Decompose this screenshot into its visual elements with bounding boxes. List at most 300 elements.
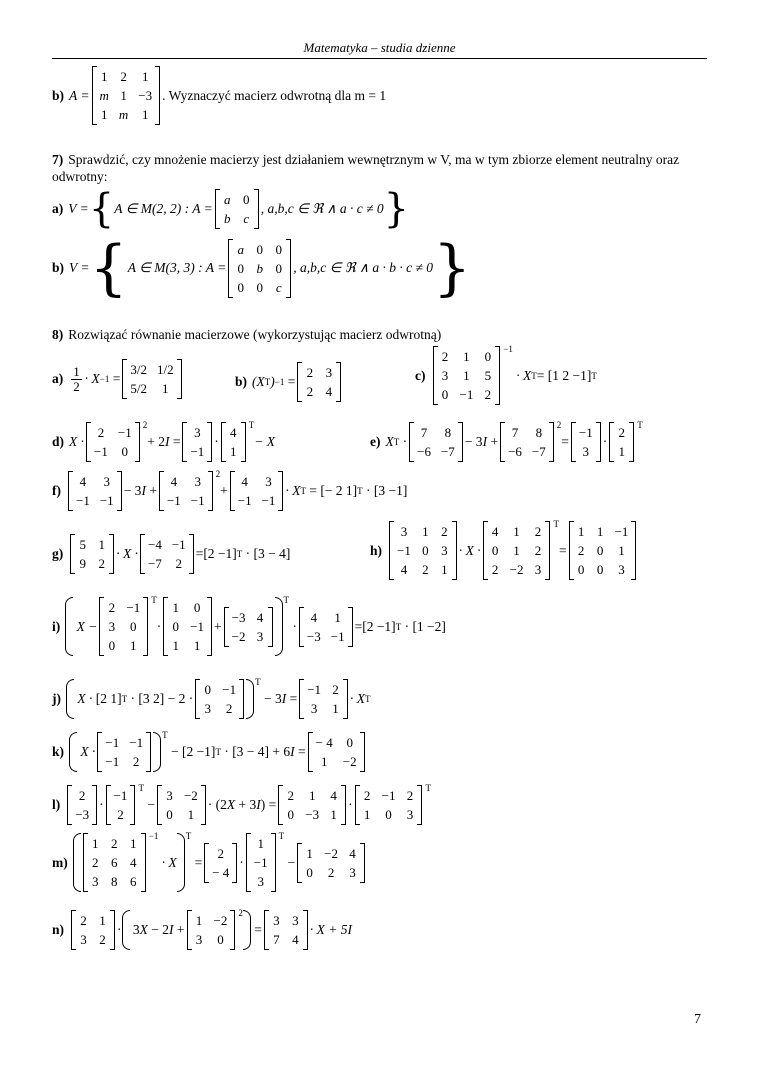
- matrix-cell: 0: [596, 562, 604, 577]
- matrix-cell: 2: [491, 562, 499, 577]
- matrix-cell: 2: [80, 913, 87, 928]
- matrix-cell: 3: [582, 444, 590, 459]
- task8m-matrix-1: [83, 833, 146, 892]
- matrix-cell: 4: [330, 788, 337, 803]
- task8h-label: h): [370, 542, 383, 558]
- matrix-cell: 0: [306, 864, 313, 880]
- bracket-right: [495, 346, 500, 405]
- matrix-cell: −3: [306, 628, 321, 644]
- matrix-cell: 4: [349, 845, 356, 861]
- matrix-cell: 2: [363, 788, 371, 803]
- task8g-row-2: [3 − 4]: [253, 546, 291, 561]
- matrix-cell: 4: [310, 609, 318, 625]
- bracket-right: [348, 607, 353, 647]
- matrix-cell: 1: [577, 524, 585, 539]
- task8e-label: e): [370, 434, 381, 449]
- matrix-cell: −1: [94, 444, 108, 459]
- task7a: [52, 186, 410, 232]
- task8j-row-2: [3 2]: [138, 691, 165, 706]
- matrix-cell: 1: [230, 444, 237, 459]
- matrix-cell: 3: [349, 864, 356, 880]
- task8a-label: a): [52, 371, 64, 386]
- matrix-cell: −2: [342, 754, 357, 769]
- bracket-right: [343, 679, 348, 719]
- task7b: [52, 233, 472, 303]
- matrix-cell: 1: [99, 913, 106, 928]
- matrix-cell: 3: [441, 543, 448, 558]
- matrix-cell: 2: [484, 387, 492, 402]
- matrix-cell: 2: [217, 845, 224, 861]
- matrix-cell: 0: [491, 543, 499, 558]
- matrix-cell: −4: [148, 537, 162, 552]
- matrix-cell: −1: [190, 493, 205, 508]
- task8a-matrix: [122, 359, 181, 399]
- matrix-cell: 0: [256, 241, 263, 257]
- task8m-vector-1: [204, 843, 237, 883]
- brace-open: {: [89, 233, 128, 303]
- task8l-vector-1: [67, 785, 97, 825]
- matrix-cell: −2: [509, 562, 524, 577]
- task8m-label: m): [52, 854, 68, 870]
- matrix-cell: 1: [330, 807, 337, 822]
- task8n: n) 2 1 3 2 · 3X − 2I + 1 −2 3 0 2 = 3 3 7 4 · X + 5I: [52, 910, 352, 950]
- matrix-cell: −1: [171, 537, 186, 552]
- matrix-cell: 7: [420, 425, 428, 440]
- matrix-cell: 7: [511, 425, 519, 440]
- task8j-matrix-2: [299, 679, 348, 719]
- bracket-right: [208, 471, 213, 511]
- matrix-cell: 0: [275, 260, 282, 276]
- task8g-row-1: [2 −1]: [203, 546, 237, 561]
- matrix-cell: −1: [307, 682, 322, 697]
- bracket-right: [201, 785, 206, 825]
- bracket-right: [155, 66, 160, 125]
- matrix-cell: 3: [441, 368, 449, 383]
- matrix-cell: 1: [100, 69, 108, 84]
- matrix-cell: 1: [130, 836, 137, 851]
- matrix-cell: 3/2: [130, 362, 147, 377]
- task8b-matrix: [297, 362, 341, 402]
- matrix-cell: 5: [484, 368, 492, 383]
- task7a-label: a): [52, 201, 64, 216]
- matrix-cell: 1: [363, 807, 371, 822]
- matrix-cell: 4: [241, 474, 248, 489]
- task8i-matrix-2: [163, 597, 212, 656]
- task7-number: 7): [52, 152, 64, 167]
- matrix-cell: 1: [308, 788, 316, 803]
- matrix-cell: 1: [172, 600, 179, 615]
- matrix-cell: 2: [225, 701, 233, 716]
- task8k-matrix-1: [97, 732, 151, 772]
- matrix-cell: 3: [194, 425, 201, 440]
- task7-text: [52, 151, 712, 185]
- task8g: g) 5 1 9 2 · X · −4 −1 −7 2 = [2 −1] T · [3 − 4]: [52, 534, 290, 574]
- bracket-right: [117, 471, 122, 511]
- bracket-right: [417, 785, 422, 825]
- fraction-one-half: $\frac{1}{2}$: [73, 363, 80, 394]
- matrix-cell: 1: [120, 88, 127, 103]
- task8n-matrix-1: [71, 910, 115, 950]
- task8l-vector-2: [106, 785, 136, 825]
- task6b-label: b): [52, 87, 65, 103]
- matrix-cell: 0: [385, 807, 392, 822]
- matrix-cell: 2: [306, 384, 314, 399]
- matrix-cell: 1: [618, 444, 625, 459]
- task8d-label: d): [52, 434, 65, 449]
- task8j-matrix-1: [195, 679, 244, 719]
- matrix-cell: 2: [92, 855, 99, 870]
- matrix-cell: 4: [491, 524, 499, 539]
- matrix-cell: 2: [120, 69, 127, 84]
- matrix-cell: 1: [334, 609, 341, 625]
- matrix-cell: 1: [130, 638, 137, 653]
- task8l-label: l): [52, 797, 61, 812]
- matrix-cell: 0: [287, 807, 295, 822]
- matrix-cell: −1: [381, 788, 396, 803]
- matrix-cell: −1: [261, 493, 276, 508]
- matrix-cell: 0: [237, 279, 244, 295]
- matrix-cell: 2: [117, 807, 124, 822]
- matrix-cell: 1: [618, 543, 625, 558]
- matrix-cell: −3: [231, 609, 246, 625]
- matrix-cell: −6: [417, 444, 431, 459]
- task8e-vector-1: [571, 422, 601, 462]
- task8i-row-2: [1 −2]: [412, 618, 446, 634]
- task8c-matrix: [433, 346, 501, 405]
- task8g-matrix-2: [140, 534, 194, 574]
- matrix-cell: 3: [195, 932, 203, 947]
- matrix-cell: −7: [148, 556, 162, 571]
- matrix-cell: 1: [257, 836, 264, 851]
- matrix-cell: − 4: [212, 864, 230, 880]
- task8n-matrix-3: [264, 910, 308, 950]
- task8d: d) X · 2 −1 −1 0 2 + 2I = 3 −1 · 4 1 T − X: [52, 422, 275, 462]
- task8l-matrix-2: [278, 785, 346, 825]
- matrix-cell: −1: [190, 444, 205, 459]
- task8k-matrix-2: [308, 732, 365, 772]
- matrix-cell: −1: [222, 682, 237, 697]
- matrix-cell: 3: [534, 562, 542, 577]
- matrix-cell: 2: [97, 425, 105, 440]
- bracket-right: [241, 422, 246, 462]
- task8n-label: n): [52, 922, 65, 937]
- matrix-cell: 4: [170, 474, 178, 489]
- bracket-right: [452, 521, 457, 580]
- task8i: i) X − 2 −1 3 0 0 1 T · 1 0 0 −1 1 1 + −3 4 −2 3 T · 4 1 −3 −1 = [2 −1] T · [1 −2]: [52, 597, 446, 656]
- matrix-cell: 2: [78, 788, 86, 803]
- task8k-row-2: [3 − 4]: [232, 744, 270, 759]
- bracket-right: [141, 833, 146, 892]
- matrix-cell: 0: [108, 638, 116, 653]
- matrix-cell: 3: [325, 365, 333, 380]
- matrix-cell: 1: [422, 524, 429, 539]
- task8d-matrix-1: [86, 422, 140, 462]
- task8j-label: j): [52, 691, 61, 706]
- matrix-cell: 2: [406, 788, 414, 803]
- matrix-cell: 1: [100, 107, 108, 122]
- matrix-cell: 9: [79, 556, 86, 571]
- matrix-cell: 5/2: [130, 381, 147, 396]
- bracket-right: [109, 534, 114, 574]
- task8n-matrix-2: [187, 910, 236, 950]
- matrix-cell: 3: [92, 874, 99, 889]
- matrix-cell: 0: [275, 241, 282, 257]
- matrix-cell: 2: [175, 556, 183, 571]
- matrix-cell: 6: [130, 874, 137, 889]
- matrix-cell: 3: [204, 701, 211, 716]
- task8c: c) 2 1 0 3 1 5 0 −1 2 −1 · X T = [1 2 −1] T: [415, 346, 597, 405]
- task8k: k) X · −1 −1 −1 2 T − [2 −1] T · [3 − 4] + 6I = − 4 0 1 −2: [52, 732, 367, 772]
- task7-description: Sprawdzić, czy mnożenie macierzy jest działaniem wewnętrznym w V, ma w tym zbiorze element neutralny oraz odwrotny:: [52, 152, 680, 184]
- task7b-cond: , a,b,c ∈ ℜ ∧ a · b · c ≠ 0: [293, 260, 433, 275]
- matrix-cell: −1: [614, 524, 629, 539]
- matrix-cell: 1: [98, 537, 105, 552]
- brace-open: {: [88, 186, 115, 232]
- bracket-right: [545, 521, 550, 580]
- matrix-cell: −6: [508, 444, 522, 459]
- matrix-cell: 0: [422, 543, 429, 558]
- matrix-cell: −2: [231, 628, 246, 644]
- task7b-matrix: [228, 239, 291, 298]
- matrix-cell: −1: [99, 493, 114, 508]
- matrix-cell: 2: [132, 754, 140, 769]
- task7a-matrix: [215, 189, 259, 229]
- matrix-cell: 3: [400, 524, 408, 539]
- matrix-cell: −1: [330, 628, 345, 644]
- matrix-cell: m: [118, 107, 129, 122]
- matrix-cell: 0: [172, 619, 179, 634]
- task8i-row-1: [2 −1]: [362, 618, 396, 634]
- task6b-lhs: A =: [69, 87, 90, 103]
- bracket-right: [232, 843, 237, 883]
- bracket-right: [286, 239, 291, 298]
- bracket-right: [207, 597, 212, 656]
- matrix-cell: 2: [287, 788, 295, 803]
- task8f-label: f): [52, 483, 61, 498]
- matrix-cell: −1: [105, 754, 120, 769]
- bracket-right: [207, 422, 212, 462]
- task8-description: Rozwiązać równanie macierzowe (wykorzystując macierz odwrotną): [68, 327, 442, 342]
- matrix-cell: 2: [618, 425, 625, 440]
- matrix-cell: b: [223, 211, 231, 226]
- task8h-matrix-3: [569, 521, 637, 580]
- matrix-cell: 2: [306, 365, 314, 380]
- matrix-cell: m: [99, 88, 109, 103]
- matrix-cell: −1: [76, 493, 90, 508]
- task8l: l) 2 −3 · −1 2 T − 3 −2 0 1 · (2X + 3I) = 2 1 4 0 −3 1 · 2 −1 2 1 0 3 T: [52, 785, 431, 825]
- matrix-cell: −1: [237, 493, 252, 508]
- bracket-right: [92, 785, 97, 825]
- bracket-right: [549, 422, 554, 462]
- matrix-cell: 2: [111, 836, 118, 851]
- matrix-cell: 1: [441, 562, 448, 577]
- matrix-cell: 1: [162, 381, 169, 396]
- matrix-cell: 3: [618, 562, 625, 577]
- task8-text: [52, 326, 712, 343]
- bracket-right: [146, 732, 151, 772]
- bracket-right: [360, 732, 365, 772]
- matrix-cell: 0: [441, 387, 449, 402]
- matrix-cell: 2: [327, 864, 335, 880]
- matrix-cell: 1: [320, 754, 328, 769]
- matrix-cell: 4: [292, 932, 299, 947]
- task8m-matrix-2: [297, 843, 365, 883]
- matrix-cell: − 4: [315, 735, 333, 750]
- matrix-cell: 4: [130, 855, 137, 870]
- matrix-cell: −1: [129, 735, 144, 750]
- matrix-cell: 0: [121, 444, 129, 459]
- task6b: [52, 66, 386, 125]
- matrix-cell: 1: [193, 638, 201, 653]
- task8l-matrix-3: [355, 785, 423, 825]
- task6b-text: . Wyznaczyć macierz odwrotną dla m = 1: [162, 87, 387, 103]
- matrix-cell: 1: [513, 543, 520, 558]
- task8k-label: k): [52, 744, 65, 759]
- task8g-label: g): [52, 546, 64, 561]
- bracket-right: [278, 471, 283, 511]
- matrix-cell: 4: [400, 562, 408, 577]
- matrix-cell: 1: [92, 836, 99, 851]
- matrix-cell: 7: [273, 932, 280, 947]
- matrix-cell: 2: [534, 524, 542, 539]
- bracket-right: [336, 362, 341, 402]
- task8f-matrix-3: [230, 471, 284, 511]
- task8-number: 8): [52, 327, 64, 342]
- task8e-matrix-2: [500, 422, 554, 462]
- matrix-cell: −1: [253, 855, 268, 870]
- task8a: a) $\frac{1}{2}$ · X −1 = 3/2 1/2 5/2 1: [52, 359, 184, 399]
- bracket-right: [458, 422, 463, 462]
- page-number: 7: [694, 1012, 701, 1027]
- matrix-cell: −3: [138, 88, 153, 103]
- task7b-set: A ∈ M(3, 3) : A =: [127, 260, 227, 275]
- matrix-cell: 3: [194, 474, 201, 489]
- task8c-rhs: = [1 2 −1]: [536, 367, 592, 383]
- matrix-cell: 2: [98, 556, 105, 571]
- matrix-cell: 0: [346, 735, 353, 750]
- bracket-right: [254, 189, 259, 229]
- matrix-cell: 3: [103, 474, 111, 489]
- matrix-cell: 3: [256, 628, 264, 644]
- matrix-cell: 3: [166, 788, 173, 803]
- matrix-cell: −1: [113, 788, 128, 803]
- matrix-cell: 3: [257, 874, 264, 889]
- task8b-label: b): [235, 374, 248, 389]
- matrix-cell: c: [243, 211, 250, 226]
- matrix-cell: −1: [126, 600, 141, 615]
- matrix-cell: 3: [310, 701, 318, 716]
- brace-close: }: [432, 233, 472, 303]
- task7b-pre: V =: [69, 260, 90, 275]
- task8e: e) X T · 7 8 −6 −7 − 3I + 7 8 −6 −7 2 = −1 3 · 2 1 T: [370, 422, 643, 462]
- bracket-right: [341, 785, 346, 825]
- task8f-matrix-1: [68, 471, 122, 511]
- matrix-cell: 0: [242, 192, 250, 207]
- bracket-right: [130, 785, 135, 825]
- matrix-cell: 0: [577, 562, 585, 577]
- matrix-cell: −1: [105, 735, 120, 750]
- task8c-label: c): [415, 367, 426, 383]
- matrix-cell: 3: [406, 807, 414, 822]
- task8h-matrix-2: [483, 521, 551, 580]
- matrix-cell: 5: [79, 537, 86, 552]
- matrix-cell: 2: [441, 349, 449, 364]
- bracket-right: [135, 422, 140, 462]
- matrix-cell: −1: [190, 619, 205, 634]
- matrix-cell: 0: [237, 260, 244, 276]
- matrix-cell: 0: [596, 543, 604, 558]
- matrix-cell: 8: [111, 874, 118, 889]
- task8e-vector-2: [609, 422, 634, 462]
- task8e-matrix-1: [409, 422, 463, 462]
- task7b-label: b): [52, 260, 65, 275]
- matrix-cell: 1: [306, 845, 313, 861]
- bracket-right: [596, 422, 601, 462]
- matrix-cell: 1: [513, 524, 520, 539]
- matrix-cell: 8: [444, 425, 452, 440]
- bracket-right: [230, 910, 235, 950]
- matrix-cell: 4: [230, 425, 237, 440]
- matrix-cell: 2: [332, 682, 339, 697]
- task8i-matrix-3: [224, 607, 273, 647]
- matrix-cell: 4: [79, 474, 87, 489]
- matrix-cell: 1: [141, 107, 149, 122]
- matrix-cell: 3: [292, 913, 299, 928]
- matrix-cell: −2: [213, 913, 228, 928]
- matrix-cell: 1: [195, 913, 203, 928]
- matrix-cell: 2: [99, 932, 106, 947]
- matrix-cell: 0: [204, 682, 211, 697]
- matrix-cell: −2: [183, 788, 198, 803]
- task8d-vector-1: [182, 422, 212, 462]
- task8k-row-1: [2 −1]: [181, 744, 216, 759]
- matrix-cell: −3: [305, 807, 320, 822]
- matrix-cell: 1/2: [156, 362, 174, 377]
- matrix-cell: 1: [172, 638, 179, 653]
- matrix-cell: −1: [397, 543, 411, 558]
- matrix-cell: −2: [324, 845, 338, 861]
- matrix-cell: 0: [193, 600, 201, 615]
- matrix-cell: 2: [108, 600, 116, 615]
- task8h-matrix-1: [389, 521, 457, 580]
- matrix-cell: c: [275, 279, 282, 295]
- matrix-cell: a: [223, 192, 231, 207]
- matrix-cell: 1: [463, 349, 470, 364]
- matrix-cell: 2: [577, 543, 585, 558]
- matrix-cell: 6: [111, 855, 118, 870]
- task8i-label: i): [52, 618, 61, 634]
- matrix-cell: 1: [332, 701, 339, 716]
- bracket-right: [143, 597, 148, 656]
- task8j: j) X · [2 1] T · [3 2] − 2 · 0 −1 3 2 T − 3I = −1 2 3 1 · X T: [52, 679, 371, 719]
- task8j-row-1: [2 1]: [95, 691, 122, 706]
- matrix-cell: 3: [80, 932, 87, 947]
- bracket-right: [239, 679, 244, 719]
- task8m: m) 1 2 1 2 6 4 3 8 6 −1 · X T = 2 − 4 · 1 −1 3 T − 1 −2 4 0 2 3: [52, 833, 367, 892]
- matrix-cell: 1: [187, 807, 195, 822]
- matrix-cell: −7: [440, 444, 455, 459]
- task8f-row-1: [− 2 1]: [320, 483, 358, 498]
- matrix-cell: 2: [422, 562, 429, 577]
- matrix-cell: 0: [166, 807, 173, 822]
- matrix-cell: −1: [459, 387, 474, 402]
- matrix-cell: a: [237, 241, 244, 257]
- matrix-cell: 2: [441, 524, 448, 539]
- bracket-right: [631, 521, 636, 580]
- matrix-cell: 0: [256, 279, 263, 295]
- bracket-right: [189, 534, 194, 574]
- bracket-right: [303, 910, 308, 950]
